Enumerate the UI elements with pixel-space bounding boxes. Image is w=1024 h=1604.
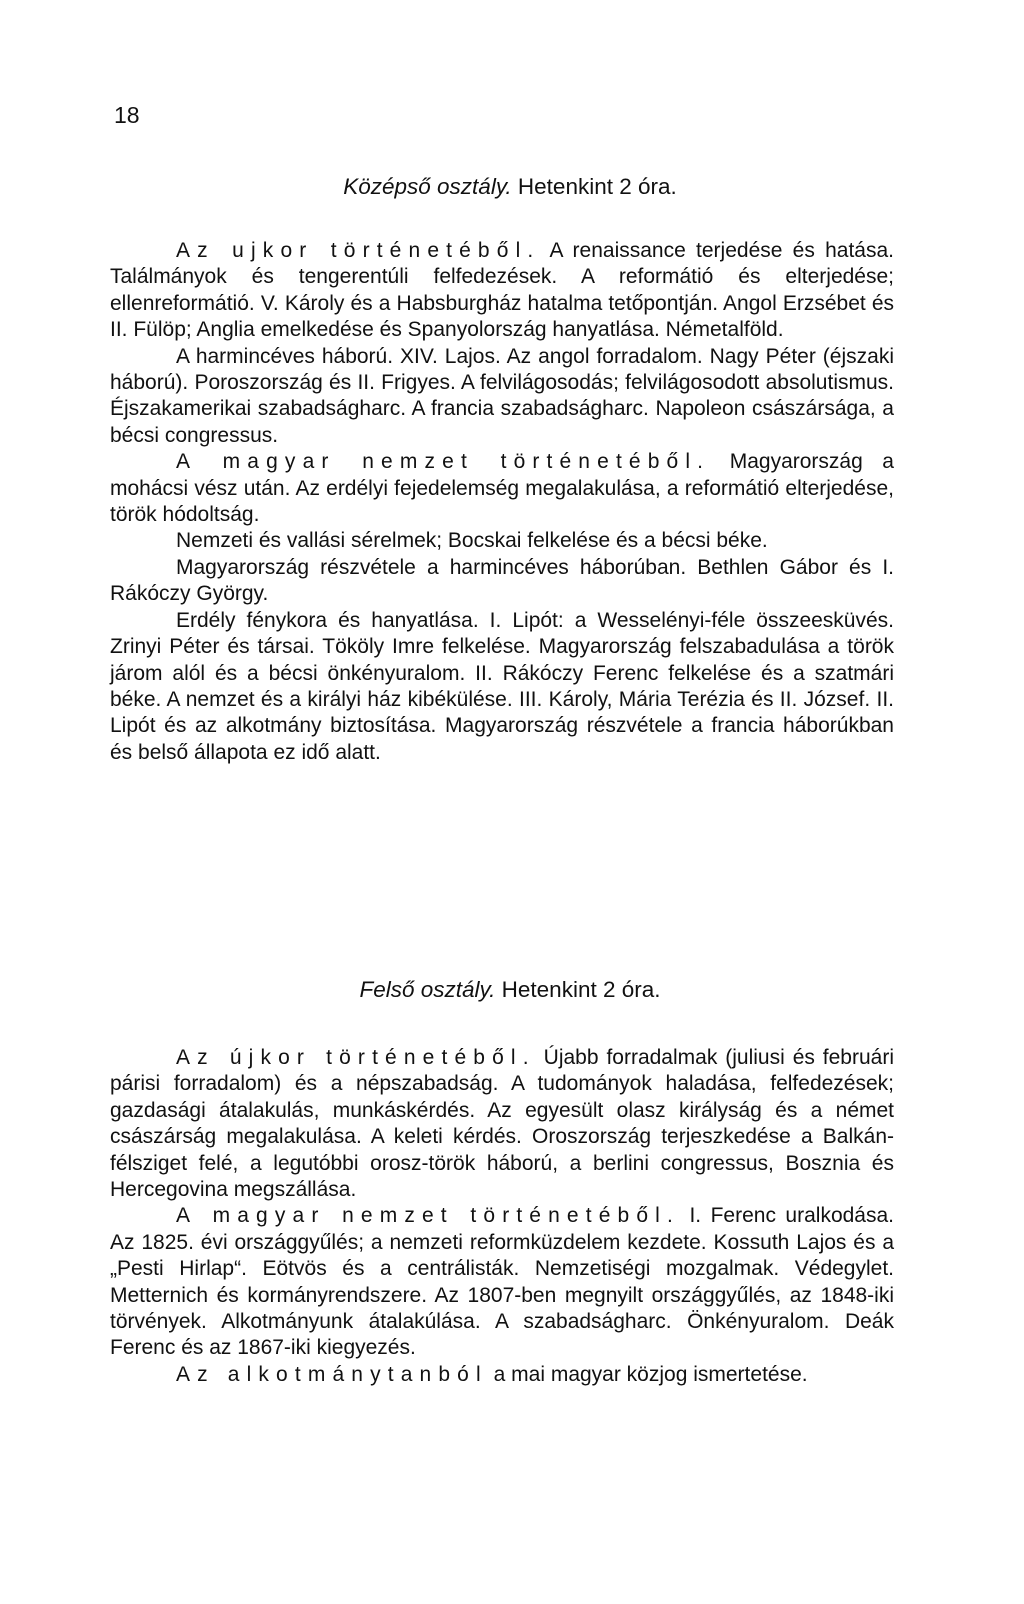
subject-lead: Az újkor történetéből. — [176, 1046, 536, 1069]
page-number: 18 — [114, 102, 140, 128]
paragraph — [110, 238, 894, 344]
paragraph-text: Magyarország a mohácsi vész után. Az erdélyi fejedelemség megalakulása, a reformátió elterjedése, török hódoltság. — [110, 450, 894, 527]
weekly-hours: Hetenkint 2 óra. — [501, 977, 661, 1002]
subject-lead: A magyar nemzet történetéből. — [176, 1204, 680, 1228]
subject-lead: A magyar nemzet történetéből. — [176, 450, 711, 474]
paragraph — [110, 528, 894, 554]
section-body — [110, 1045, 894, 1388]
paragraph-text: A renaissance terjedése és hatása. Találmányok és tengerentúli felfedezések. A reformátió és elterjedése; ellenreformátió. V. Károly és a Habsburgház hatalma tetőpontján. Angol Erzsébet és II. Fülöp; Anglia emelkedése és Spanyolország hanyatlása. Németalföld. — [110, 239, 894, 342]
subject-lead: Az ujkor történetéből. — [176, 239, 541, 262]
paragraph-text: Nemzeti és vallási sérelmek; Bocskai felkelése és a bécsi béke. — [176, 529, 768, 553]
section-body — [110, 238, 894, 766]
paragraph-text: A harmincéves háború. XIV. Lajos. Az angol forradalom. Nagy Péter (éjszaki háború). Poroszország és II. Frigyes. A felvilágosodás; felvilágosodott absolutismus. Éjszakamerikai szabadságharc. A francia szabadságharc. Napoleon császársága, a bécsi congressus. — [110, 344, 894, 447]
class-name: Felső osztály. — [359, 977, 496, 1002]
paragraph — [110, 1362, 894, 1388]
section-heading — [110, 172, 910, 202]
section-heading — [110, 975, 910, 1005]
paragraph-text: Újabb forradalmak (juliusi és februári párisi forradalom) és a népszabadság. A tudományok haladása, felfedezések; gazdasági átalakulás, munkáskérdés. Az egyesült olasz királyság és a német császárság megalakulása. A keleti kérdés. Oroszország terjeszkedése a Balkán-félsziget felé, a legutóbbi orosz-török háború, a berlini congressus, Bosznia és Hercegovina megszállása. — [110, 1046, 895, 1202]
weekly-hours: Hetenkint 2 óra. — [517, 174, 677, 199]
paragraph-text: Erdély fénykora és hanyatlása. I. Lipót: a Wesselényi-féle összeesküvés. Zrinyi Péter és társai. Tököly Imre felkelése. Magyarország felszabadulása a török járom alól és a bécsi önkényuralom. II. Rákóczy Ferenc felkelése és a szatmári béke. A nemzet és a királyi ház kibékülése. III. Károly, Mária Terézia és II. József. II. Lipót és az alkotmány biztosítása. Magyarország részvétele a francia háborúkban és belső állapota ez idő alatt. — [110, 608, 894, 764]
subject-lead: Az alkotmánytanból — [176, 1362, 488, 1386]
paragraph — [110, 555, 894, 608]
class-name: Középső osztály. — [343, 174, 512, 199]
paragraph — [110, 1045, 894, 1203]
paragraph — [110, 449, 894, 528]
paragraph-text: I. Ferenc uralkodása. Az 1825. évi országgyűlés; a nemzeti reformküzdelem kezdete. Kossuth Lajos és a „Pesti Hirlap“. Eötvös és a centrálisták. Nemzetiségi mozgalmak. Védegylet. Metternich és kormányrendszere. Az 1807-ben megnyilt országgyűlés, az 1848-iki törvények. Alkotmányunk átalakúlása. A szabadságharc. Önkényuralom. Deák Ferenc és az 1867-iki kiegyezés. — [110, 1204, 894, 1360]
paragraph-text: Magyarország részvétele a harmincéves háborúban. Bethlen Gábor és I. Rákóczy György. — [110, 555, 894, 606]
paragraph — [110, 344, 894, 450]
paragraph — [110, 608, 894, 766]
paragraph-text: a mai magyar közjog ismertetése. — [493, 1362, 808, 1386]
paragraph — [110, 1203, 894, 1361]
